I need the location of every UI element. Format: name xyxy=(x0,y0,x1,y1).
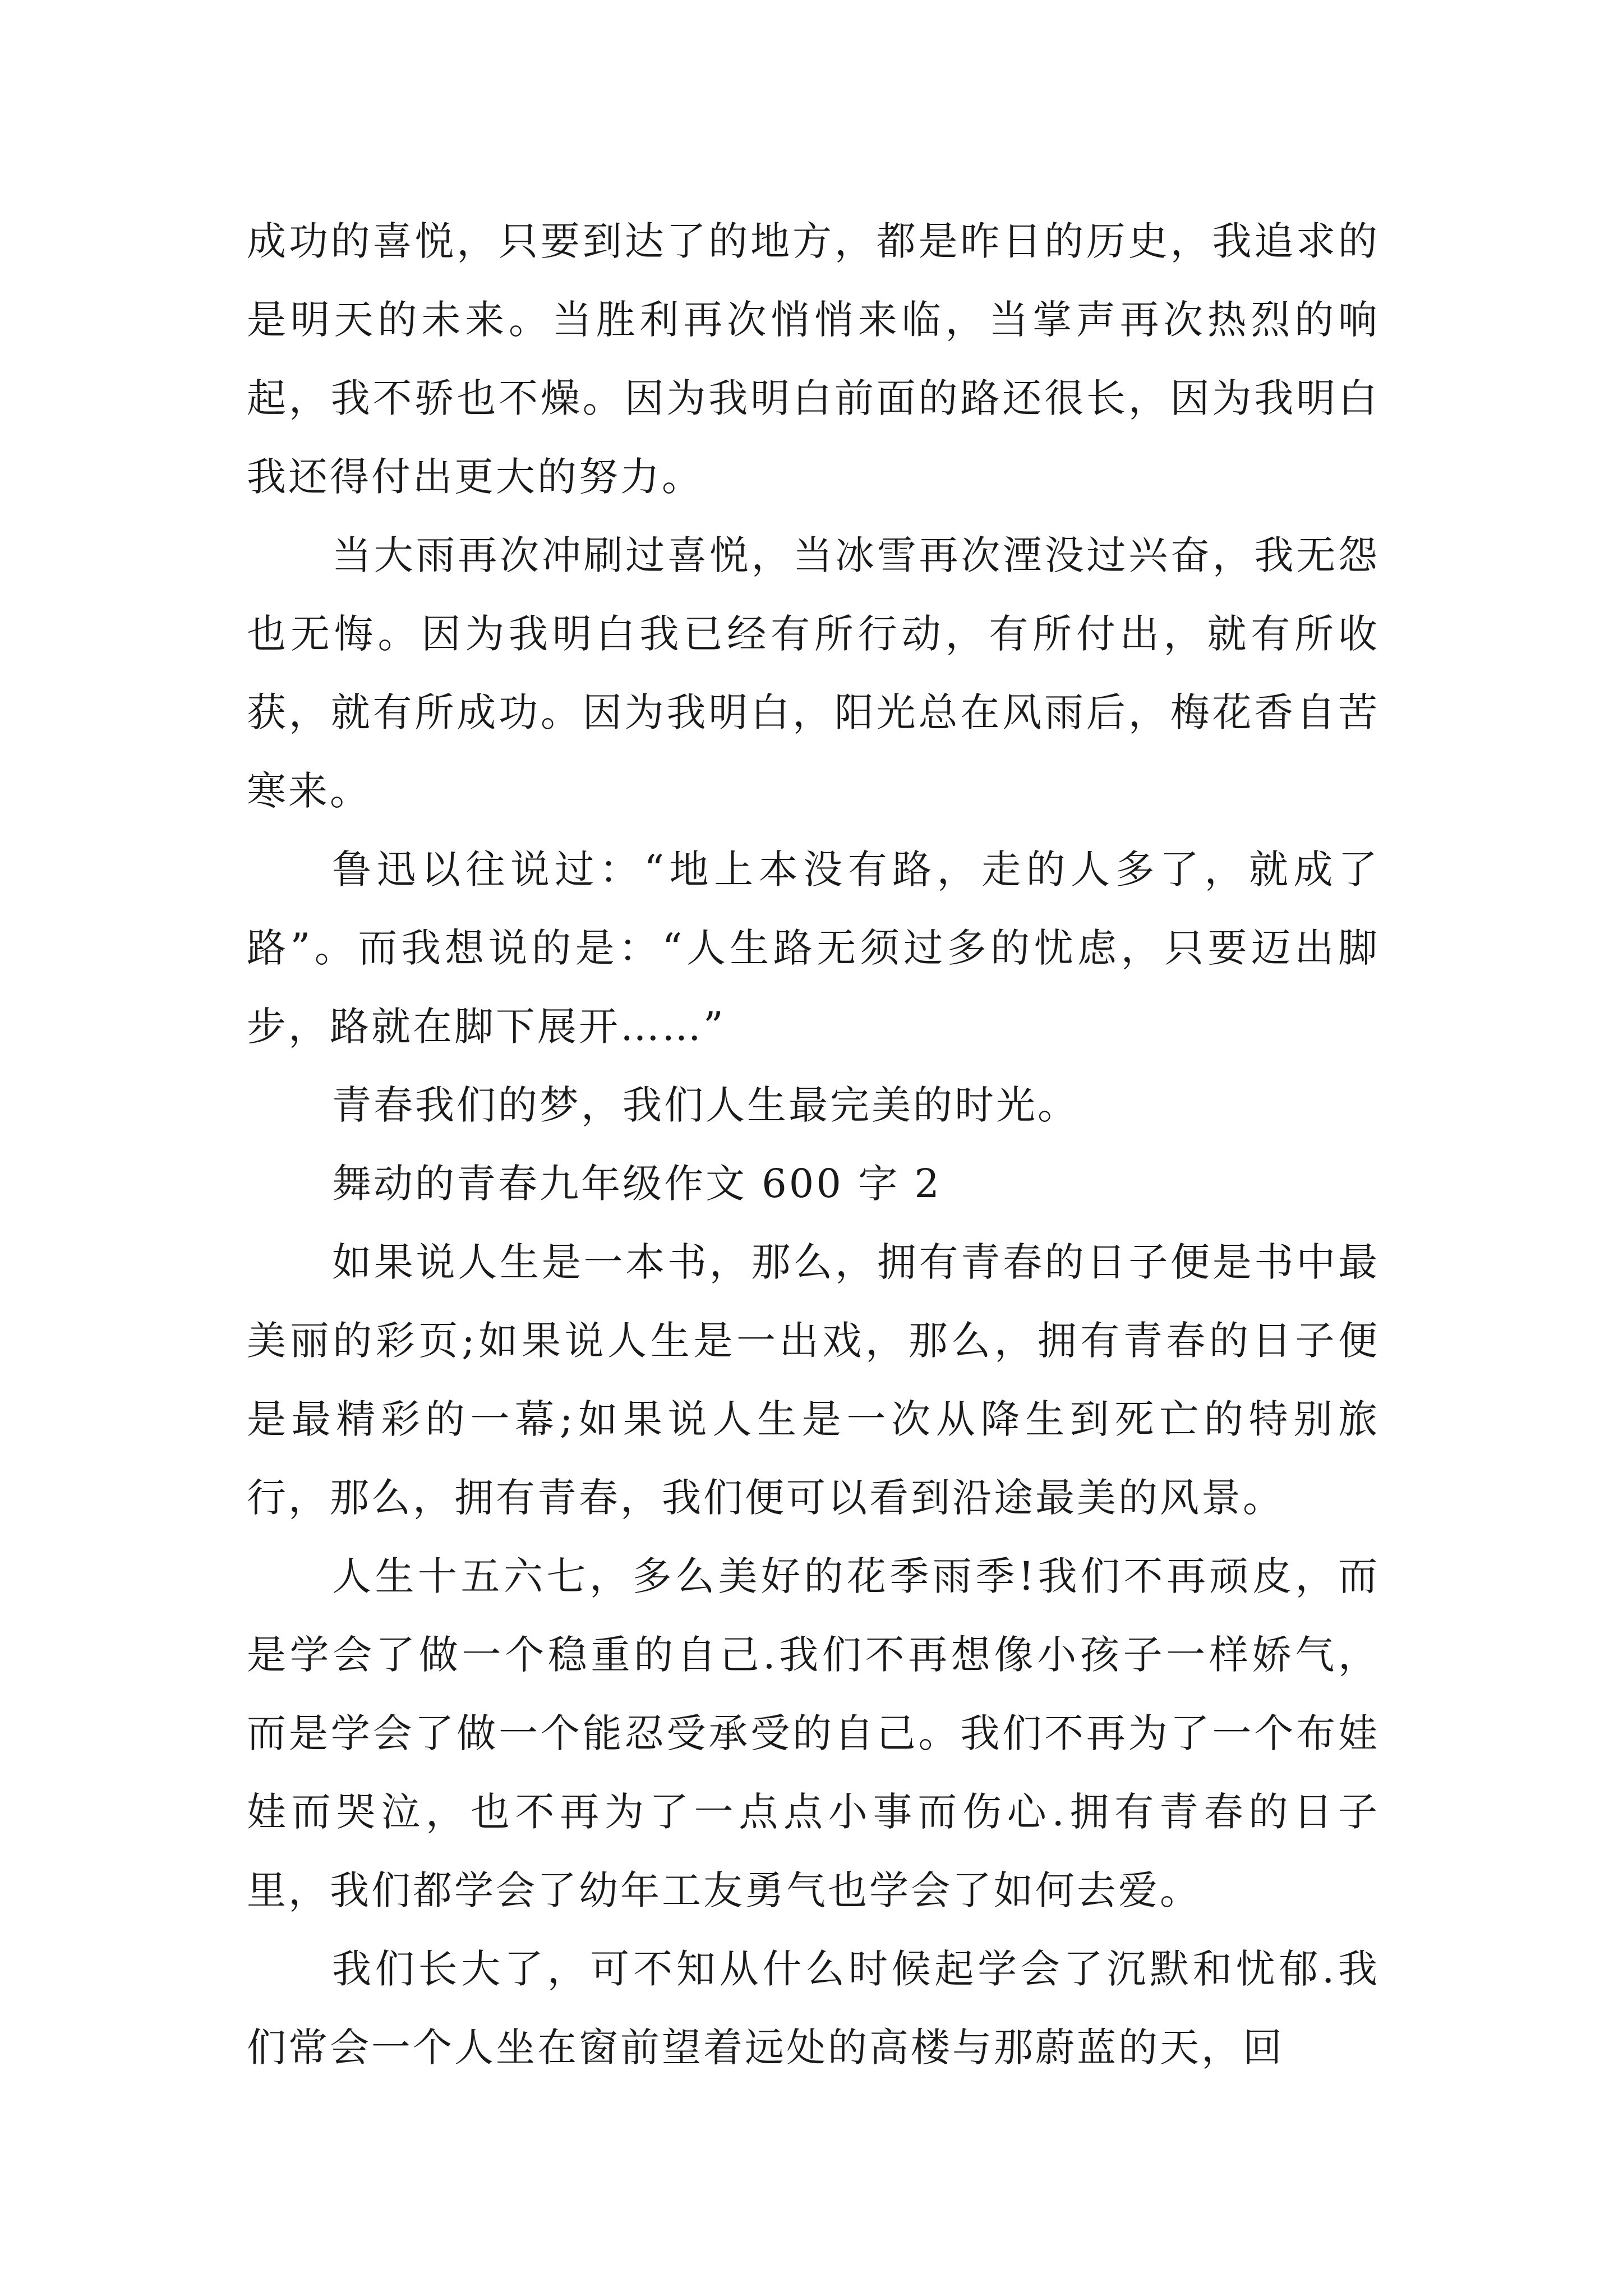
paragraph: 当大雨再次冲刷过喜悦，当冰雪再次湮没过兴奋，我无怨也无悔。因为我明白我已经有所行动，有所付出，就有所收获，就有所成功。因为我明白，阳光总在风雨后，梅花香自苦寒来。 xyxy=(247,532,1380,814)
paragraph: 青春我们的梦，我们人生最完美的时光。 xyxy=(332,1082,1079,1128)
paragraph: 我们长大了，可不知从什么时候起学会了沉默和忧郁.我们常会一个人坐在窗前望着远处的高楼与那蔚蓝的天，回 xyxy=(247,1946,1380,2070)
paragraph: 人生十五六七，多么美好的花季雨季!我们不再顽皮，而是学会了做一个稳重的自己.我们不再想像小孩子一样娇气，而是学会了做一个能忍受承受的自己。我们不再为了一个布娃娃而哭泣，也不再为了一点点小事而伤心.拥有青春的日子里，我们都学会了幼年工友勇气也学会了如何去爱。 xyxy=(247,1553,1380,1913)
paragraph: 成功的喜悦，只要到达了的地方，都是昨日的历史，我追求的是明天的未来。当胜利再次悄悄来临，当掌声再次热烈的响起，我不骄也不燥。因为我明白前面的路还很长，因为我明白我还得付出更大的努力。 xyxy=(247,218,1380,500)
paragraph: 鲁迅以往说过：“地上本没有路，走的人多了，就成了路”。而我想说的是：“人生路无须过多的忧虑，只要迈出脚步，路就在脚下展开……” xyxy=(247,846,1380,1050)
document-body xyxy=(247,202,1380,2087)
section-heading: 舞动的青春九年级作文 600 字 2 xyxy=(332,1161,942,1207)
paragraph: 如果说人生是一本书，那么，拥有青春的日子便是书中最美丽的彩页;如果说人生是一出戏，那么，拥有青春的日子便是最精彩的一幕;如果说人生是一次从降生到死亡的特别旅行，那么，拥有青春，我们便可以看到沿途最美的风景。 xyxy=(247,1239,1380,1521)
